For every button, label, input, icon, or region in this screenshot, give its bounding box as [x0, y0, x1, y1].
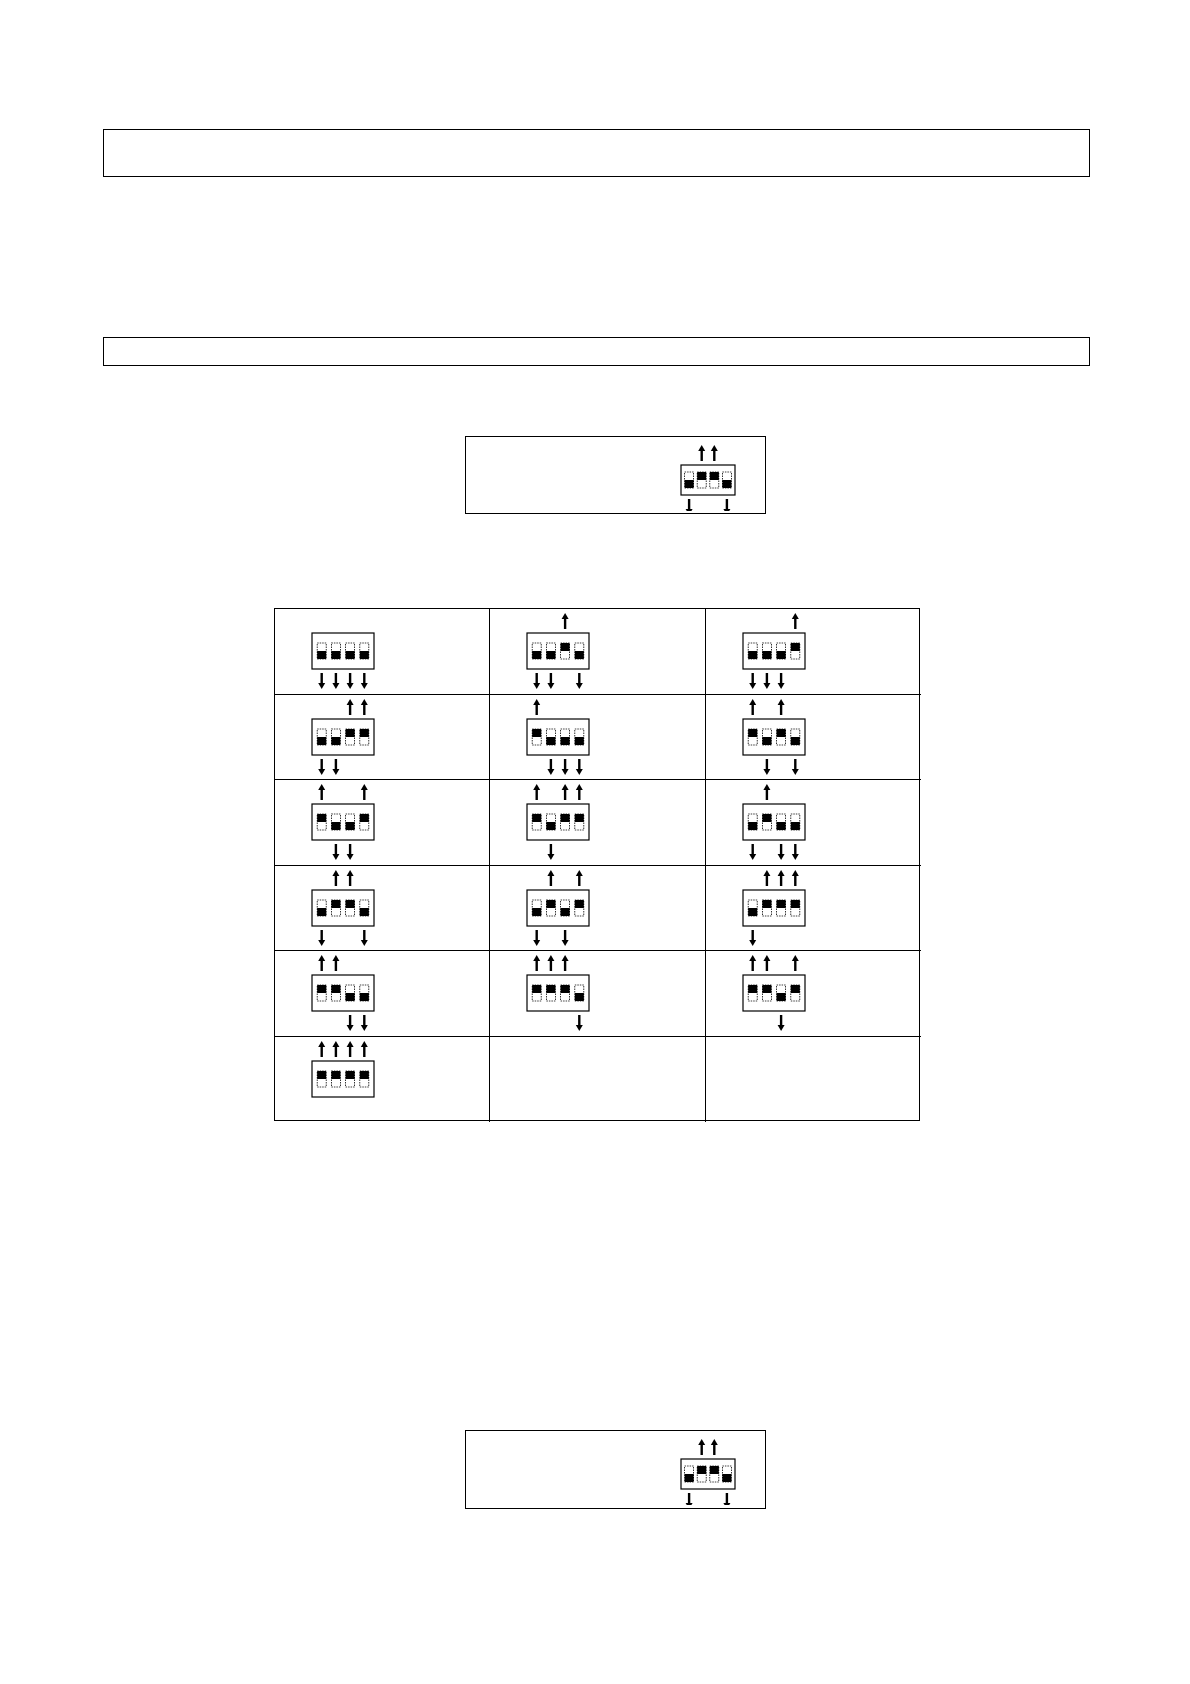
table-cell — [706, 866, 921, 952]
dip-switch-setting-icon — [522, 780, 602, 862]
up-arrowhead-icon — [777, 699, 784, 705]
table-cell — [275, 780, 490, 866]
down-arrowhead-icon — [347, 683, 354, 689]
down-arrowhead-icon — [318, 769, 325, 775]
up-arrowhead-icon — [548, 870, 555, 876]
dip-switch-setting-icon — [738, 866, 818, 948]
dip-knob-on — [331, 1071, 340, 1079]
dip-knob-off — [561, 908, 570, 916]
down-arrowhead-icon — [332, 769, 339, 775]
up-arrowhead-icon — [318, 955, 325, 961]
up-arrowhead-icon — [318, 1041, 325, 1047]
up-arrowhead-icon — [576, 784, 583, 790]
down-arrowhead-icon — [548, 769, 555, 775]
down-arrowhead-icon — [686, 509, 693, 511]
dip-knob-on — [697, 1466, 706, 1474]
up-arrowhead-icon — [332, 870, 339, 876]
dip-knob-on — [331, 900, 340, 908]
dip-knob-on — [561, 985, 570, 993]
dip-knob-on — [346, 1071, 355, 1079]
settings-table — [274, 608, 920, 1121]
dip-knob-off — [317, 908, 326, 916]
dip-switch-setting-icon — [307, 866, 387, 948]
down-arrowhead-icon — [777, 854, 784, 860]
up-arrowhead-icon — [791, 613, 798, 619]
dip-knob-off — [346, 993, 355, 1001]
dip-knob-on — [561, 814, 570, 822]
dip-knob-on — [748, 985, 757, 993]
up-arrowhead-icon — [332, 955, 339, 961]
dip-knob-off — [776, 822, 785, 830]
up-arrowhead-icon — [698, 445, 705, 451]
down-arrowhead-icon — [791, 769, 798, 775]
down-arrowhead-icon — [548, 683, 555, 689]
dip-knob-on — [547, 985, 556, 993]
dip-knob-off — [346, 822, 355, 830]
dip-knob-off — [748, 822, 757, 830]
table-cell — [490, 951, 705, 1037]
table-cell — [275, 609, 490, 695]
dip-switch-setting-icon — [738, 951, 818, 1033]
dip-knob-off — [776, 993, 785, 1001]
table-cell — [275, 695, 490, 781]
up-arrowhead-icon — [534, 699, 541, 705]
down-arrowhead-icon — [347, 1025, 354, 1031]
dip-knob-on — [331, 985, 340, 993]
dip-knob-on — [547, 900, 556, 908]
dip-knob-off — [762, 651, 771, 659]
bottom-example-box — [465, 1430, 766, 1509]
table-cell — [706, 780, 921, 866]
dip-knob-off — [685, 480, 694, 488]
table-cell — [275, 951, 490, 1037]
up-arrowhead-icon — [332, 1041, 339, 1047]
dip-knob-off — [575, 737, 584, 745]
dip-knob-on — [533, 814, 542, 822]
dip-knob-on — [575, 814, 584, 822]
dip-knob-on — [776, 729, 785, 737]
dip-knob-on — [360, 814, 369, 822]
up-arrowhead-icon — [562, 784, 569, 790]
up-arrowhead-icon — [347, 1041, 354, 1047]
dip-knob-on — [776, 900, 785, 908]
dip-switch-setting-icon — [522, 609, 602, 691]
table-cell — [706, 609, 921, 695]
dip-switch-setting-icon — [738, 695, 818, 777]
dip-knob-on — [317, 1071, 326, 1079]
dip-knob-off — [346, 651, 355, 659]
table-cell — [275, 1037, 490, 1123]
dip-knob-off — [360, 993, 369, 1001]
dip-switch-setting-icon — [738, 609, 818, 691]
dip-knob-off — [561, 737, 570, 745]
dip-knob-off — [331, 651, 340, 659]
top-example-box — [465, 436, 766, 514]
down-arrowhead-icon — [777, 683, 784, 689]
down-arrowhead-icon — [791, 854, 798, 860]
up-arrowhead-icon — [749, 699, 756, 705]
down-arrowhead-icon — [576, 683, 583, 689]
up-arrowhead-icon — [361, 699, 368, 705]
down-arrowhead-icon — [763, 683, 770, 689]
dip-knob-on — [790, 643, 799, 651]
down-arrowhead-icon — [318, 940, 325, 946]
down-arrowhead-icon — [749, 683, 756, 689]
dip-knob-off — [360, 651, 369, 659]
dip-knob-on — [762, 900, 771, 908]
down-arrowhead-icon — [347, 854, 354, 860]
up-arrowhead-icon — [562, 955, 569, 961]
section-box — [103, 337, 1090, 366]
table-cell — [490, 1037, 705, 1123]
dip-knob-off — [331, 737, 340, 745]
dip-knob-on — [762, 985, 771, 993]
up-arrowhead-icon — [562, 613, 569, 619]
down-arrowhead-icon — [763, 769, 770, 775]
table-cell — [706, 951, 921, 1037]
up-arrowhead-icon — [791, 955, 798, 961]
dip-switch-setting-icon — [307, 609, 387, 691]
bottom-example-dip-switch-icon — [676, 1435, 746, 1505]
dip-knob-on — [360, 729, 369, 737]
dip-knob-on — [762, 814, 771, 822]
dip-knob-on — [710, 1466, 719, 1474]
up-arrowhead-icon — [763, 955, 770, 961]
dip-knob-on — [790, 985, 799, 993]
dip-knob-off — [547, 822, 556, 830]
dip-knob-on — [346, 729, 355, 737]
down-arrowhead-icon — [361, 683, 368, 689]
down-arrowhead-icon — [749, 854, 756, 860]
table-cell — [490, 695, 705, 781]
dip-knob-off — [722, 1474, 731, 1482]
dip-switch-setting-icon — [307, 780, 387, 862]
up-arrowhead-icon — [777, 870, 784, 876]
down-arrowhead-icon — [576, 1025, 583, 1031]
up-arrowhead-icon — [711, 1439, 718, 1445]
dip-knob-off — [533, 651, 542, 659]
header-box — [103, 129, 1090, 177]
down-arrowhead-icon — [576, 769, 583, 775]
down-arrowhead-icon — [686, 1503, 693, 1505]
up-arrowhead-icon — [534, 784, 541, 790]
up-arrowhead-icon — [534, 955, 541, 961]
down-arrowhead-icon — [749, 940, 756, 946]
dip-knob-off — [547, 651, 556, 659]
dip-knob-off — [722, 480, 731, 488]
table-cell — [490, 780, 705, 866]
down-arrowhead-icon — [332, 683, 339, 689]
dip-knob-on — [710, 472, 719, 480]
dip-knob-on — [561, 643, 570, 651]
dip-knob-off — [776, 651, 785, 659]
table-cell — [275, 866, 490, 952]
dip-switch-setting-icon — [522, 866, 602, 948]
up-arrowhead-icon — [711, 445, 718, 451]
dip-knob-off — [533, 908, 542, 916]
dip-knob-on — [317, 985, 326, 993]
up-arrowhead-icon — [763, 870, 770, 876]
down-arrowhead-icon — [777, 1025, 784, 1031]
dip-knob-on — [346, 900, 355, 908]
up-arrowhead-icon — [763, 784, 770, 790]
dip-knob-off — [790, 822, 799, 830]
dip-knob-on — [575, 900, 584, 908]
table-cell — [706, 1037, 921, 1123]
down-arrowhead-icon — [534, 940, 541, 946]
dip-knob-on — [533, 985, 542, 993]
dip-knob-off — [317, 651, 326, 659]
down-arrowhead-icon — [332, 854, 339, 860]
dip-knob-off — [575, 993, 584, 1001]
up-arrowhead-icon — [791, 870, 798, 876]
down-arrowhead-icon — [562, 940, 569, 946]
dip-knob-on — [790, 900, 799, 908]
dip-knob-off — [360, 908, 369, 916]
table-cell — [490, 609, 705, 695]
dip-knob-off — [575, 651, 584, 659]
dip-knob-off — [317, 737, 326, 745]
dip-switch-setting-icon — [522, 695, 602, 777]
table-cell — [490, 866, 705, 952]
dip-switch-setting-icon — [738, 780, 818, 862]
dip-switch-setting-icon — [307, 1037, 387, 1119]
down-arrowhead-icon — [562, 769, 569, 775]
up-arrowhead-icon — [576, 870, 583, 876]
dip-knob-off — [790, 737, 799, 745]
down-arrowhead-icon — [548, 854, 555, 860]
down-arrowhead-icon — [361, 940, 368, 946]
up-arrowhead-icon — [318, 784, 325, 790]
up-arrowhead-icon — [698, 1439, 705, 1445]
up-arrowhead-icon — [548, 955, 555, 961]
down-arrowhead-icon — [723, 1503, 730, 1505]
dip-knob-off — [685, 1474, 694, 1482]
dip-knob-on — [748, 729, 757, 737]
up-arrowhead-icon — [361, 784, 368, 790]
table-cell — [706, 695, 921, 781]
dip-knob-on — [360, 1071, 369, 1079]
dip-knob-off — [748, 651, 757, 659]
dip-knob-off — [762, 737, 771, 745]
dip-knob-on — [317, 814, 326, 822]
dip-knob-off — [331, 822, 340, 830]
dip-switch-setting-icon — [307, 951, 387, 1033]
down-arrowhead-icon — [318, 683, 325, 689]
dip-knob-off — [748, 908, 757, 916]
top-example-dip-switch-icon — [676, 441, 746, 511]
down-arrowhead-icon — [361, 1025, 368, 1031]
up-arrowhead-icon — [347, 699, 354, 705]
up-arrowhead-icon — [749, 955, 756, 961]
dip-knob-on — [697, 472, 706, 480]
down-arrowhead-icon — [723, 509, 730, 511]
dip-switch-setting-icon — [522, 951, 602, 1033]
dip-switch-setting-icon — [307, 695, 387, 777]
dip-knob-on — [533, 729, 542, 737]
up-arrowhead-icon — [361, 1041, 368, 1047]
dip-knob-off — [547, 737, 556, 745]
down-arrowhead-icon — [534, 683, 541, 689]
up-arrowhead-icon — [347, 870, 354, 876]
